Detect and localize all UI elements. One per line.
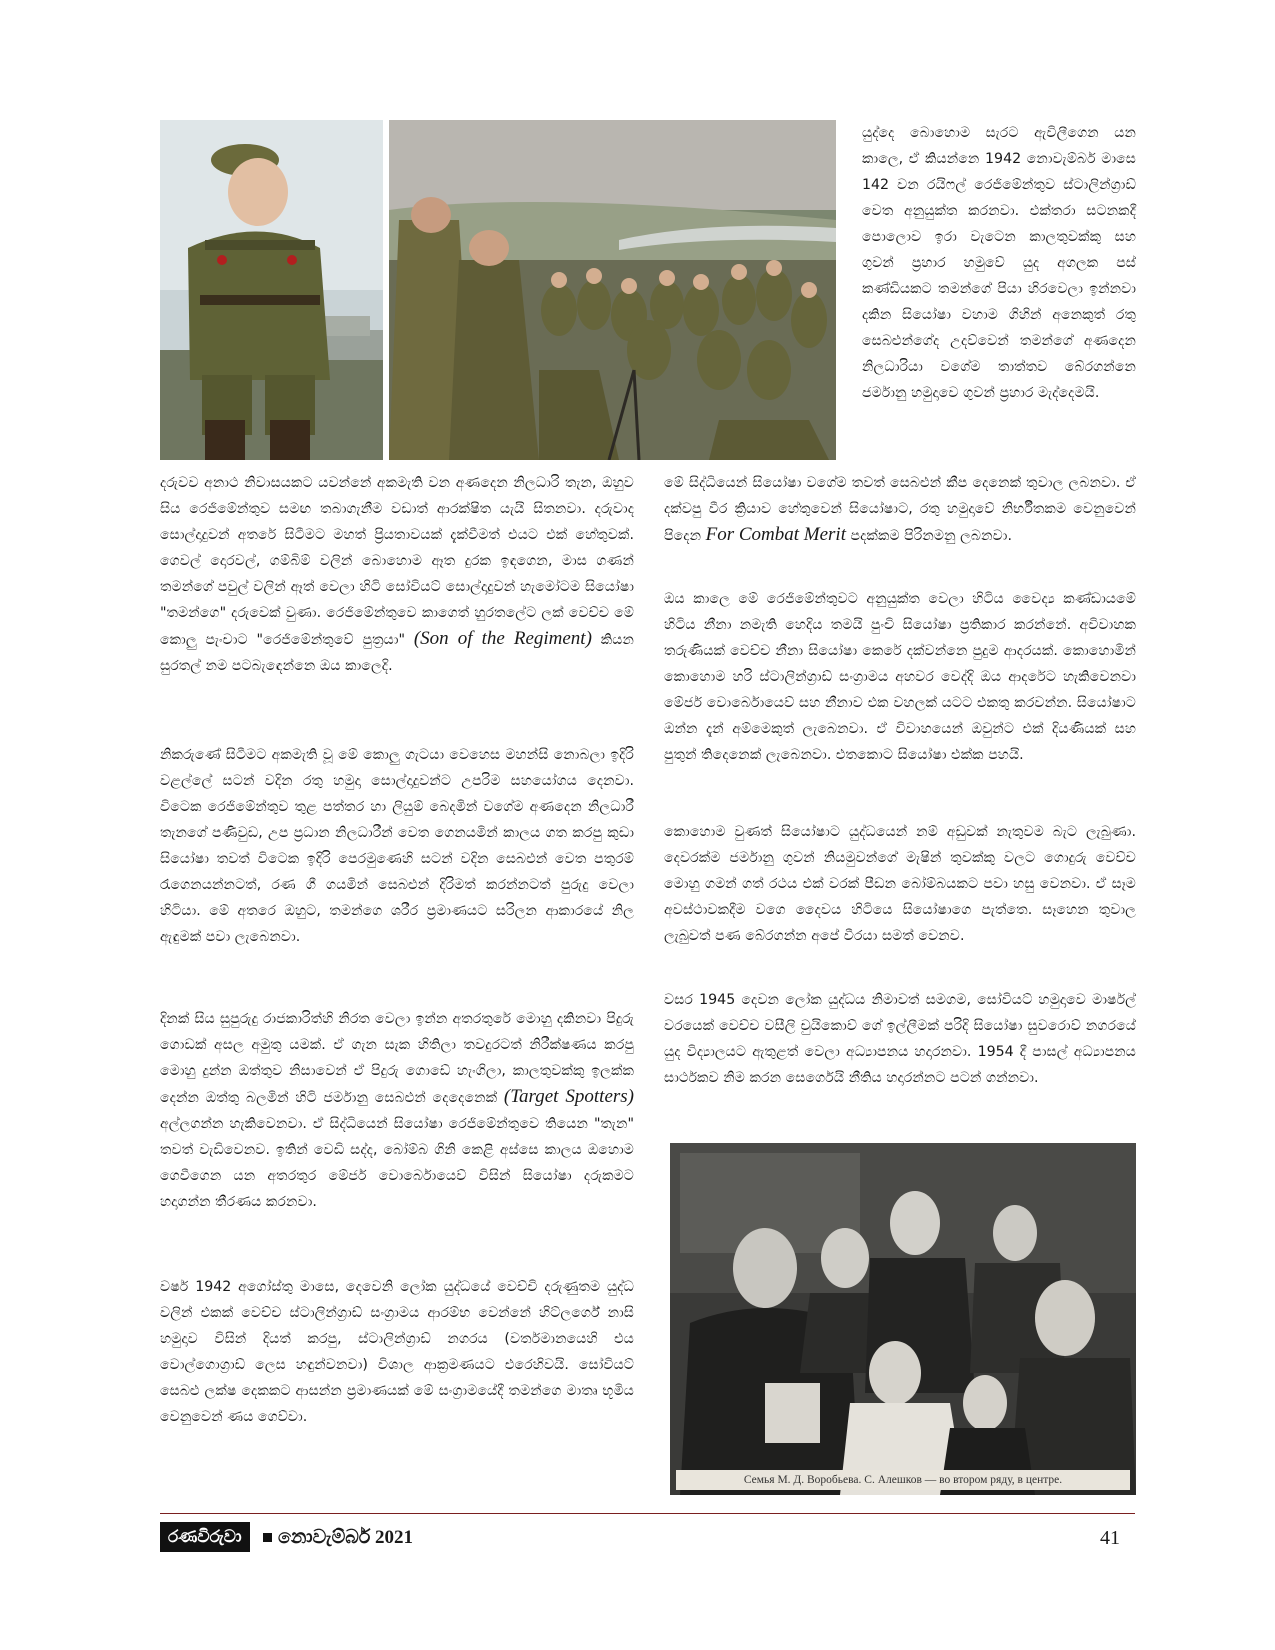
article-text: පදක්කම පිරිනමනු ලබනවා. bbox=[850, 528, 1012, 544]
article-paragraph bbox=[160, 1006, 634, 1215]
article-paragraph: යුද්දෙ බොහොම සැරට ඇවිලීගෙන යන කාලෙ, ඒ කියන්නෙ 1942 නොවැම්බර් මාසෙ 142 වන රයිෆල් රෙජිමේන්තුව ස්ටාලින්ග්‍රාඩ් වෙත අනුයුක්ත කරනවා. එක්තරා සටනකදී පොලොව ඉරා වැටෙන කාලතුවක්කු සහ ගුවන් ප්‍රහාර හමුවේ යුද අගලක පස් කණ්ඩියකට තමන්ගේ පියා හිරවෙලා ඉන්නවා දකින සියෝෂා වහාම ගිහින් අනෙකුත් රතු සෙබළුන්ගේද උදව්වෙන් තමන්ගේ අණදෙන නිලධාරියා වගේම තාත්තව බේරගන්නෙ ජර්මානු හමුදාවෙ ගුවන් ප්‍රහාර මැද්දෙමයි. bbox=[862, 125, 1136, 401]
article-paragraph: වර්ෂ 1942 අගෝස්තු මාසෙ, දෙවෙනි ලෝක යුද්ධයේ වෙච්චි දරුණුතම යුද්ධ වලින් එකක් වෙච්ච ස්ටාලින්ග්‍රාඩ් සංග්‍රාමය ආරම්භ වෙන්නේ හිට්ලර්ගේ නාසි හමුදාව විසින් දියත් කරපු, ස්ටාලින්ග්‍රාඩ් නගරය (වර්තමානයෙහි එය වොල්ගොග්‍රාඩ් ලෙස හඳුන්වනවා) විශාල ආක්‍රමණයට එරෙහිවයි. සෝවියට් සෙබළු ලක්ෂ දෙකකට ආසන්න ප්‍රමාණයක් මේ සංග්‍රාමයේදී තමන්ගෙ මාතෘ භූමිය වෙනුවෙන් ණය ගෙව්වා. bbox=[160, 1279, 634, 1425]
bullet-icon bbox=[263, 1533, 272, 1542]
masthead-logo: රණවිරුවා bbox=[160, 1522, 250, 1552]
term-english: (Target Spotters) bbox=[503, 1086, 634, 1107]
article-text: අල්ලගන්න හැකිවෙනවා. ඒ සිද්ධියෙන් සියෝෂා රෙජිමේන්තුවෙ තියෙන "තැන" තවත් වැඩිවෙනව. ඉතින් වෙඩි සද්ද, බෝම්බ ගිනි කෙළි අස්සෙ කාලය ඔහොම ගෙවීගෙන යන අතරතුර මේජර් වොර්බොයෙව් විසින් සියෝෂා දරුකමට හදාගන්න තීරණය කරනවා. bbox=[160, 1116, 634, 1210]
photo-boy-soldier bbox=[160, 120, 383, 460]
article-text: දරුවව අනාථ නිවාසයකට යවන්නේ අකමැති වන අණදෙන නිලධාරි තැන, ඔහුව සිය රෙජිමේන්තුව සමඟ තබාගැනීම වඩාත් ආරක්ෂිත යැයි සිතනවා. දරුවාද සොල්දාදුවන් අතරේ සිටීමට මහත් ප්‍රියතාවයක් දැක්වීමත් එයට එක් හේතුවක්. ගෙවල් දොරවල්, ගම්බිම් වලින් බොහොම ඈත දුරක ඉඳගෙන, මාස ගණන් තමන්ගේ පවුල් වලින් ඈත් වෙලා හිටි සෝවියට් සොල්දාදුවන් හැමෝටම සියෝෂා "තමන්ගෙ" දරුවෙක් වුණා. රෙජිමේන්තුවෙ කාගෙත් හුරතලේට ලක් වෙච්ච මේ කොලු පැංචාට "රෙජිමේන්තුවේ පුත්‍රයා" bbox=[160, 475, 634, 648]
article-paragraph: වසර 1945 දෙවන ලෝක යුද්ධය නිමාවත් සමගම, සෝවියට් හමුදාවෙ මාර්ෂල් වරයෙක් වෙච්ච වසීලි චුයිකොව් ගේ ඉල්ලීමක් පරිදි සියෝෂා සුවරොව් නගරයේ යුද විද්‍යාලයට ඇතුළත් වෙලා අධ්‍යාපනය හදාරනවා. 1954 දී පාසල් අධ්‍යාපනය සාර්ථකව නිම කරන සෙර්ගෙයි නීතිය හදාරන්නට පටන් ගන්නවා. bbox=[664, 992, 1136, 1086]
medal-name: For Combat Merit bbox=[705, 524, 846, 545]
article-paragraph: කොහොම වුණත් සියෝෂාට යුද්ධයෙන් නම් අඩුවක් නැතුවම බැට ලැබුණා. දෙවරක්ම ජර්මානු ගුවන් නියමුවන්ගේ මැෂින් තුවක්කු වලට ගොදුරු වෙච්ච මොහු ගමන් ගත් රථය එක් වරක් පීඩන බෝම්බයකට පවා හසු වෙනවා. ඒ සෑම අවස්ථාවකදීම වගෙ දෛවය හිටියෙ සියෝෂාගෙ පැත්තෙ. සෑහෙන තුවාල ලැබුවත් පණ බේරගන්න අපේ වීරයා සමත් වෙනව. bbox=[664, 824, 1136, 944]
nickname-english: (Son of the Regiment) bbox=[413, 628, 592, 649]
article-text: කියන සුරතල් නම පටබැඳෙන්නෙ ඔය කාලෙදි. bbox=[160, 632, 634, 674]
photo-soldiers-gathering bbox=[389, 120, 836, 460]
article-paragraph bbox=[664, 470, 1136, 549]
issue-date-text: නොවැම්බර් 2021 bbox=[278, 1527, 414, 1548]
article-text: දිනක් සිය සුපුරුදු රාජකාරිත්හි නිරත වෙලා ඉන්න අතරතුරේ මොහු දකිනවා පිදුරු ගොඩක් අසල අමුතු යමක්. ඒ ගැන සැක හිතිලා තවදුරටත් නිරීක්ෂණය කරපු මොහු දුන්න ඔත්තුව නිසාවෙන් ඒ පිදුරු ගොඩේ හැංගිලා, කාලතුවක්කු ඉලක්ක දෙන්න ඔත්තු බලමින් හිටි ජර්මානු සෙබළුන් දෙදෙනෙක් bbox=[160, 1011, 634, 1106]
footer-rule bbox=[160, 1513, 1135, 1514]
article-paragraph: නිකරුණේ සිටීමට අකමැති වූ මේ කොලු ගැටයා වෙහෙස මහන්සි නොබලා ඉදිරි වළල්ලේ සටන් වදින රතු හමුදා සොල්දාදුවන්ට උපරිම සහයෝගය දෙනවා. විටෙක රෙජිමේන්තුව තුළ පත්තර හා ලියුම් බෙදමින් වගේම අණදෙන නිලධාරී තැනගේ පණිවුඩ, උප ප්‍රධාන නිලධාරීන් වෙත ගෙනයමින් කාලය ගත කරපු කුඩා සියෝෂා තවත් විටෙක ඉදිරි පෙරමුණෙහි සටන් වදින සෙබළුන් වෙත පතුරම් රැගෙනයන්නටත්, රණ ගී ගයමින් සෙබළුන් දිරිමත් කරන්නටත් පුරුදු වෙලා හිටියා. මේ අතරෙ ඔහුට, තමන්ගෙ ශරීර ප්‍රමාණයට සරිලන ආකාරයේ නිල ඇඳුමක් පවා ලැබෙනවා. bbox=[160, 747, 634, 945]
article-text: මේ සිද්ධියෙන් සියෝෂා වගේම තවත් සෙබළුන් කීප දෙනෙක් තුවාල ලබනවා. ඒ දක්වපු වීර ක්‍රියාව හේතුවෙන් සියෝෂාට, රතු හමුදාවේ නිර්භීතකම වෙනුවෙන් පිදෙන bbox=[664, 475, 1136, 544]
article-paragraph bbox=[160, 470, 634, 679]
photo-family bbox=[670, 1143, 1136, 1495]
page-number: 41 bbox=[1100, 1527, 1120, 1549]
issue-date bbox=[263, 1524, 413, 1552]
photo-caption: Семья М. Д. Воробьева. С. Алешков — во втором ряду, в центре. bbox=[676, 1470, 1130, 1490]
article-paragraph: ඔය කාලෙ මේ රෙජිමේන්තුවට අනුයුක්ත වෙලා හිටිය වෛද්‍ය කණ්ඩායමේ හිටිය නීනා නමැති හෙදිය තමයි පුංචි සියෝෂා ප්‍රතිකාර කරන්නේ. අවිවාහක තරුණියක් වෙච්ච නීනා සියෝෂා කෙරේ දක්වන්නෙ පුදුම ආදරයක්. කොහොමින් කොහොම හරි ස්ටාලින්ග්‍රාඩ් සංග්‍රාමය අහවර වෙද්දි ඔය ආදරේට හැකිවෙනවා මේජර් වොර්බොයෙව් සහ නීනාව එක වහලක් යටට එකතු කරවන්න. සියෝෂාට ඔන්න දැන් අම්මෙකුත් ලැබෙනවා. ඒ විවාහයෙන් ඔවුන්ට එක් දියණියක් සහ පුතුන් තිදෙනෙක් ලැබෙනවා. එතකොට සියෝෂා එක්ක පහයි. bbox=[664, 591, 1136, 763]
